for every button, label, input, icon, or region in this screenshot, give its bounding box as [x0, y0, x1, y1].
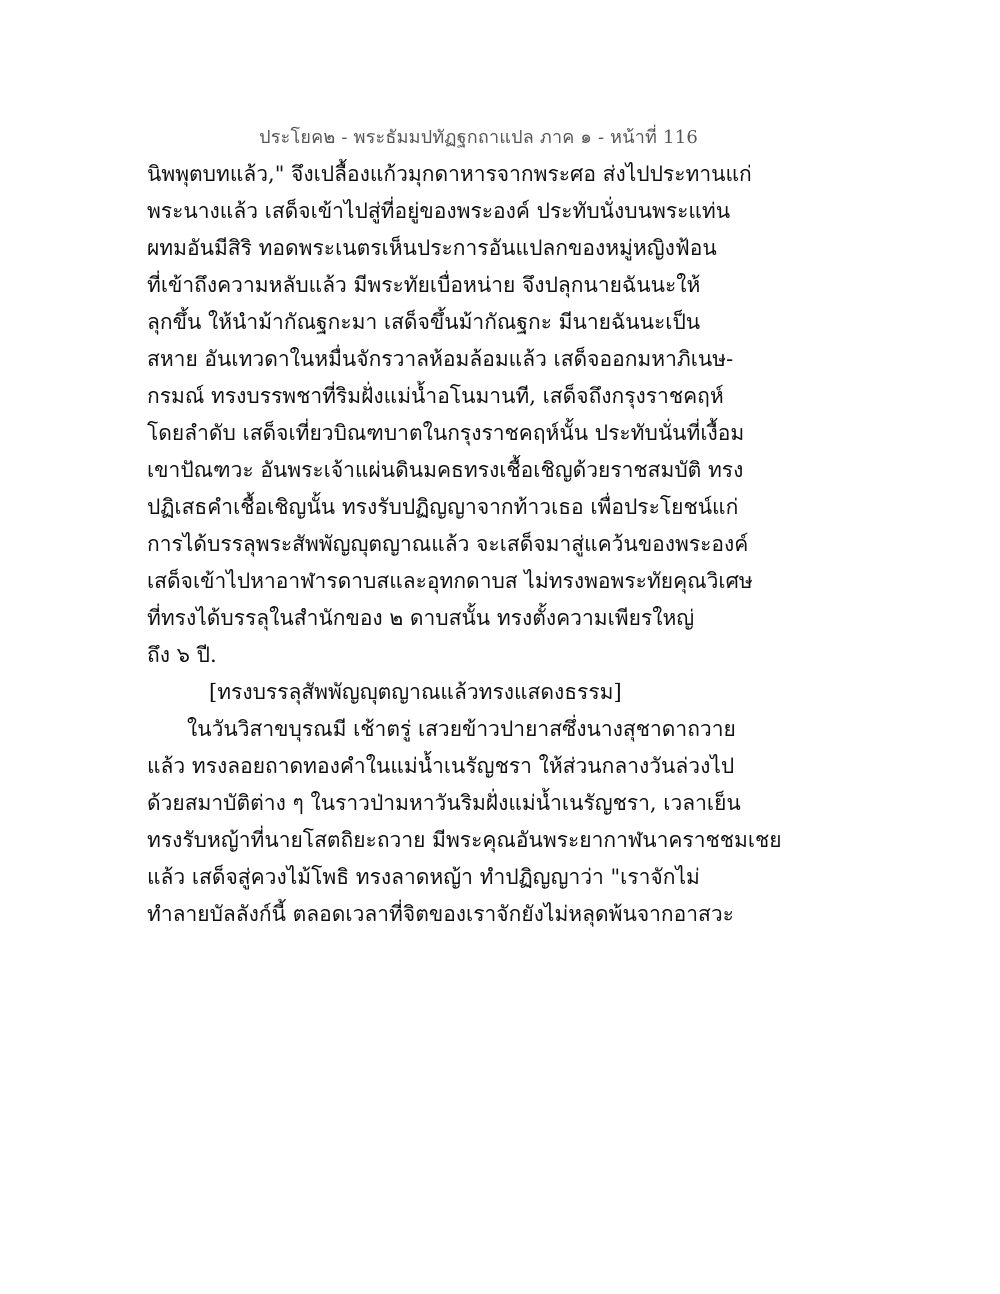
paragraph-1-line: เสด็จเข้าไปหาอาฬารดาบสและอุทกดาบส ไม่ทรงพอพระทัยคุณวิเศษ: [147, 569, 753, 593]
paragraph-1-line: ลุกขึ้น ให้นำม้ากัณฐกะมา เสด็จขึ้นม้ากัณฐกะ มีนายฉันนะเป็น: [147, 310, 701, 334]
paragraph-1-line: นิพพุตบทแล้ว," จึงเปลื้องแก้วมุกดาหารจากพระศอ ส่งไปประทานแก่: [147, 162, 752, 186]
paragraph-1-line: พระนางแล้ว เสด็จเข้าไปสู่ที่อยู่ของพระองค์ ประทับนั่งบนพระแท่น: [147, 199, 731, 223]
paragraph-2-line: ในวันวิสาขบุรณมี เช้าตรู่ เสวยข้าวปายาสซึ่งนางสุชาดาถวาย: [187, 717, 736, 741]
paragraph-1-line: การได้บรรลุพระสัพพัญญุตญาณแล้ว จะเสด็จมาสู่แคว้นของพระองค์: [147, 532, 749, 556]
paragraph-2-line: ทรงรับหญ้าที่นายโสตถิยะถวาย มีพระคุณอันพระยากาฬนาคราชชมเชย: [147, 828, 782, 852]
paragraph-1-line: กรมณ์ ทรงบรรพชาที่ริมฝั่งแม่น้ำอโนมานที, เสด็จถึงกรุงราชคฤห์: [147, 384, 724, 408]
paragraph-2-line: แล้ว ทรงลอยถาดทองคำในแม่น้ำเนรัญชรา ให้ส่วนกลางวันล่วงไป: [147, 754, 735, 778]
paragraph-2-line: ทำลายบัลลังก์นี้ ตลอดเวลาที่จิตของเราจักยังไม่หลุดพ้นจากอาสวะ: [147, 902, 734, 926]
paragraph-2-line: แล้ว เสด็จสู่ควงไม้โพธิ ทรงลาดหญ้า ทำปฏิญญาว่า "เราจักไม่: [147, 865, 700, 889]
section-heading: [ทรงบรรลุสัพพัญญุตญาณแล้วทรงแสดงธรรม]: [209, 680, 622, 704]
paragraph-1-line: ถึง ๖ ปี.: [147, 643, 217, 667]
paragraph-1-line: ปฏิเสธคำเชื้อเชิญนั้น ทรงรับปฏิญญาจากท้าวเธอ เพื่อประโยชน์แก่: [147, 495, 739, 519]
page-body: [147, 156, 867, 933]
paragraph-1-line: เขาปัณฑวะ อันพระเจ้าแผ่นดินมคธทรงเชื้อเชิญด้วยราชสมบัติ ทรง: [147, 458, 744, 482]
paragraph-1-line: โดยลำดับ เสด็จเที่ยวบิณฑบาตในกรุงราชคฤห์นั้น ประทับนั่นที่เงื้อม: [147, 421, 745, 445]
paragraph-1-line: ที่เข้าถึงความหลับแล้ว มีพระทัยเบื่อหน่าย จึงปลุกนายฉันนะให้: [147, 273, 701, 297]
running-header: ประโยค๒ - พระธัมมปทัฏฐกถาแปล ภาค ๑ - หน้าที่ 116: [259, 127, 698, 148]
paragraph-1-line: ที่ทรงได้บรรลุในสำนักของ ๒ ดาบสนั้น ทรงตั้งความเพียรใหญ่: [147, 606, 695, 630]
paragraph-1-line: ผทมอันมีสิริ ทอดพระเนตรเห็นประการอันแปลกของหมู่หญิงฟ้อน: [147, 236, 717, 260]
paragraph-2-line: ด้วยสมาบัติต่าง ๆ ในราวป่ามหาวันริมฝั่งแม่น้ำเนรัญชรา, เวลาเย็น: [147, 791, 741, 815]
paragraph-1-line: สหาย อันเทวดาในหมื่นจักรวาลห้อมล้อมแล้ว เสด็จออกมหาภิเนษ-: [147, 347, 734, 371]
